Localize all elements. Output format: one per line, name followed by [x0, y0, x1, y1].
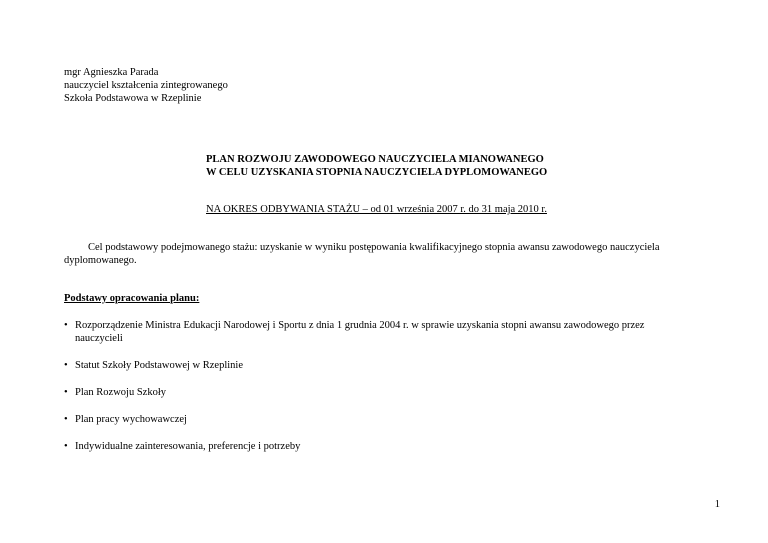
goal-line-2: dyplomowanego.	[64, 255, 137, 266]
author-school: Szkoła Podstawowa w Rzeplinie	[64, 93, 202, 104]
goal-paragraph	[64, 241, 714, 267]
bullet-icon: •	[64, 320, 68, 331]
basis-heading: Podstawy opracowania planu:	[64, 293, 200, 304]
list-item-line-1: Indywidualne zainteresowania, preferencje i potrzeby	[75, 441, 301, 452]
author-block	[64, 66, 364, 105]
bullet-icon: •	[64, 441, 68, 452]
bullet-icon: •	[64, 387, 68, 398]
basis-list	[64, 319, 714, 467]
document-title	[206, 153, 626, 179]
list-item-line-1: Plan Rozwoju Szkoły	[75, 387, 166, 398]
goal-line-1: Cel podstawowy podejmowanego stażu: uzyskanie w wyniku postępowania kwalifikacyjnego stopnia awansu zawodowego nauczyciela	[88, 242, 660, 253]
bullet-icon: •	[64, 360, 68, 371]
bullet-icon: •	[64, 414, 68, 425]
title-line-1: PLAN ROZWOJU ZAWODOWEGO NAUCZYCIELA MIANOWANEGO	[206, 154, 544, 165]
list-item	[64, 440, 714, 453]
list-item	[64, 359, 714, 372]
list-item-line-1: Statut Szkoły Podstawowej w Rzeplinie	[75, 360, 243, 371]
page-number: 1	[714, 499, 720, 510]
author-role: nauczyciel kształcenia zintegrowanego	[64, 80, 228, 91]
internship-period: NA OKRES ODBYWANIA STAŻU – od 01 września 2007 r. do 31 maja 2010 r.	[206, 204, 547, 215]
author-name: mgr Agnieszka Parada	[64, 67, 159, 78]
list-item-line-1: Rozporządzenie Ministra Edukacji Narodowej i Sportu z dnia 1 grudnia 2004 r. w sprawie uzyskania stopni awansu zawodowego przez	[75, 320, 645, 331]
title-line-2: W CELU UZYSKANIA STOPNIA NAUCZYCIELA DYPLOMOWANEGO	[206, 167, 548, 178]
list-item-line-2: nauczycieli	[75, 333, 123, 344]
list-item	[64, 386, 714, 399]
list-item	[64, 413, 714, 426]
list-item-line-1: Plan pracy wychowawczej	[75, 414, 187, 425]
list-item	[64, 319, 714, 345]
